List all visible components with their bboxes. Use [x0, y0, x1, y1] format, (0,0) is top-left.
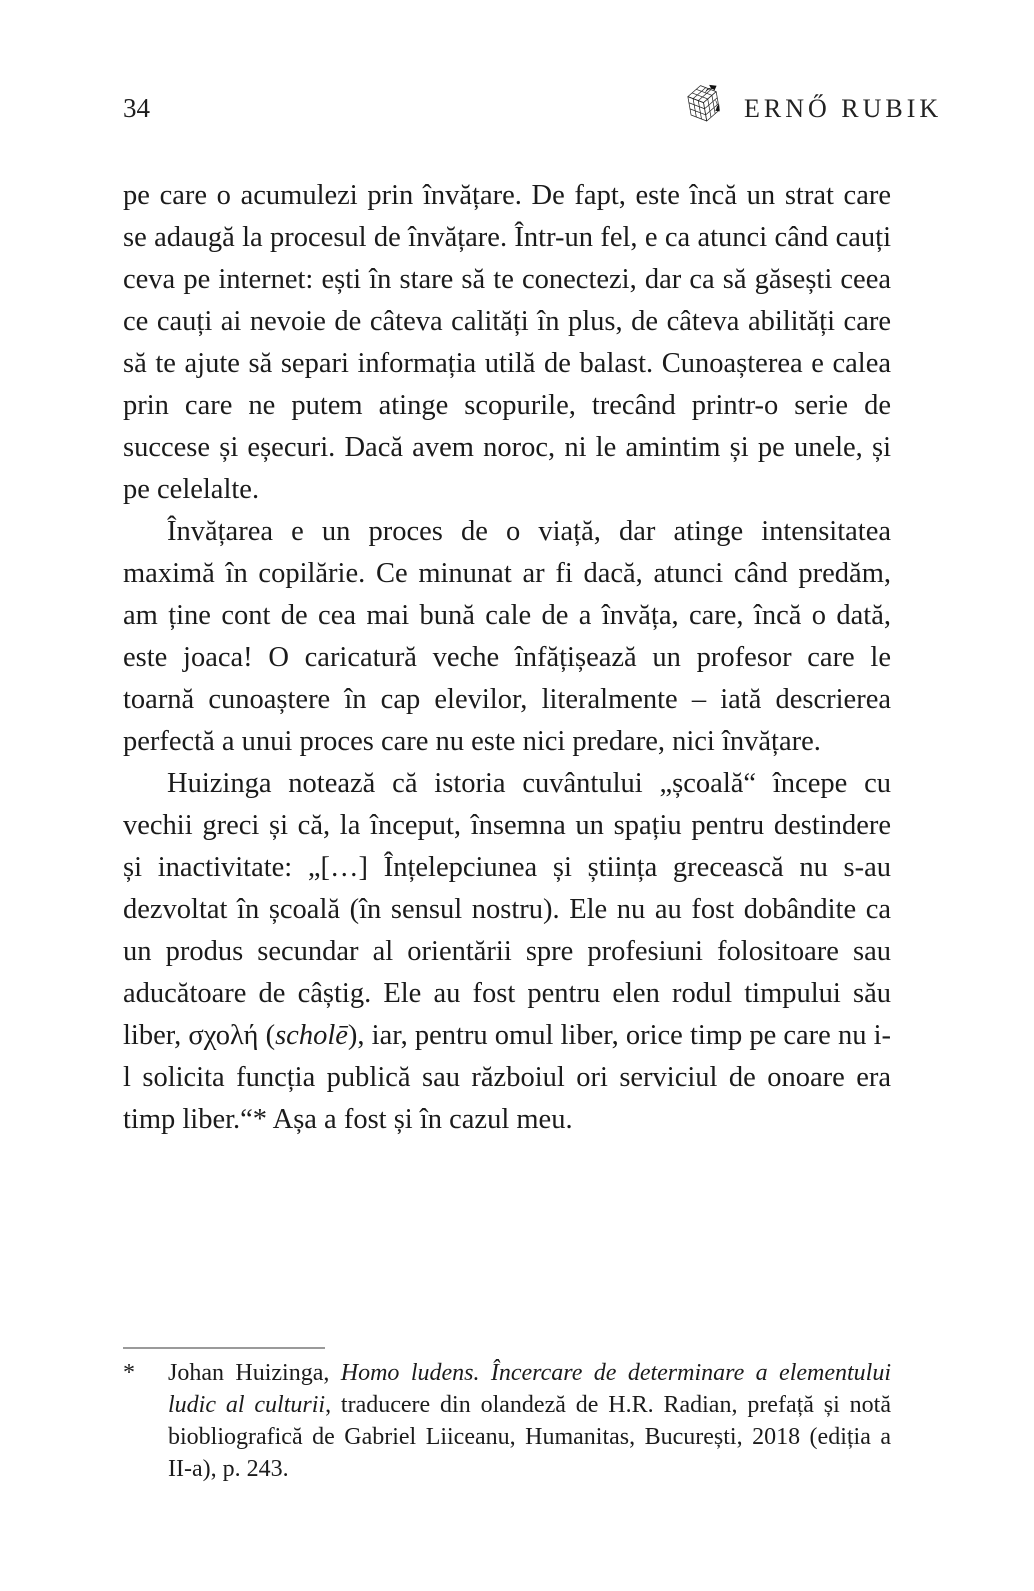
author-name: ERNŐ RUBIK [744, 94, 943, 123]
footnote-marker: * [123, 1360, 135, 1386]
body-text [123, 175, 891, 1141]
footnote-divider [123, 1347, 325, 1349]
footnote-block [123, 1347, 891, 1485]
rubiks-cube-icon [681, 78, 727, 130]
body-paragraph-3: Huizinga notează că istoria cuvântului „școală“ începe cu vechii greci și că, la început, însemna un spațiu pentru destindere și inactivitate: „[…] Înțelepciunea și știința grecească nu s-au dezvoltat în școală (în sensul nostru). Ele nu au fost dobândite ca un produs secundar al orientării spre profesiuni folositoare sau aducătoare de câștig. Ele au fost pentru elen rodul timpului său liber, σχολή (scholē), iar, pentru omul liber, orice timp pe care nu i-l solicita funcția publică sau războiul ori serviciul de onoare era timp liber.“* Așa a fost și în cazul meu. [123, 768, 891, 1135]
body-paragraph-2: Învățarea e un proces de o viață, dar atinge intensitatea maximă în copilărie. Ce minunat ar fi dacă, atunci când predăm, am ține cont de cea mai bună cale de a învăța, care, încă o dată, este joaca! O caricatură veche înfățișează un profesor care le toarnă cunoaștere în cap elevilor, literalmente – iată descrierea perfectă a unui proces care nu este nici predare, nici învățare. [123, 516, 891, 757]
page-number: 34 [123, 93, 150, 123]
footnote-text: Johan Huizinga, Homo ludens. Încercare de determinare a elementului ludic al culturii, traducere din olandeză de H.R. Radian, prefață și notă biobliografică de Gabriel Liiceanu, Humanitas, București, 2018 (ediția a II-a), p. 243. [168, 1360, 891, 1482]
body-paragraph-1: pe care o acumulezi prin învățare. De fapt, este încă un strat care se adaugă la procesul de învățare. Într-un fel, e ca atunci când cauți ceva pe internet: ești în stare să te conectezi, dar ca să găsești ceea ce cauți ai nevoie de câteva calități în plus, de câteva abilități care să te ajute să separi informația utilă de balast. Cunoașterea e calea prin care ne putem atinge scopurile, trecând printr-o serie de succese și eșecuri. Dacă avem noroc, ni le amintim și pe unele, și pe celelalte. [123, 180, 891, 505]
